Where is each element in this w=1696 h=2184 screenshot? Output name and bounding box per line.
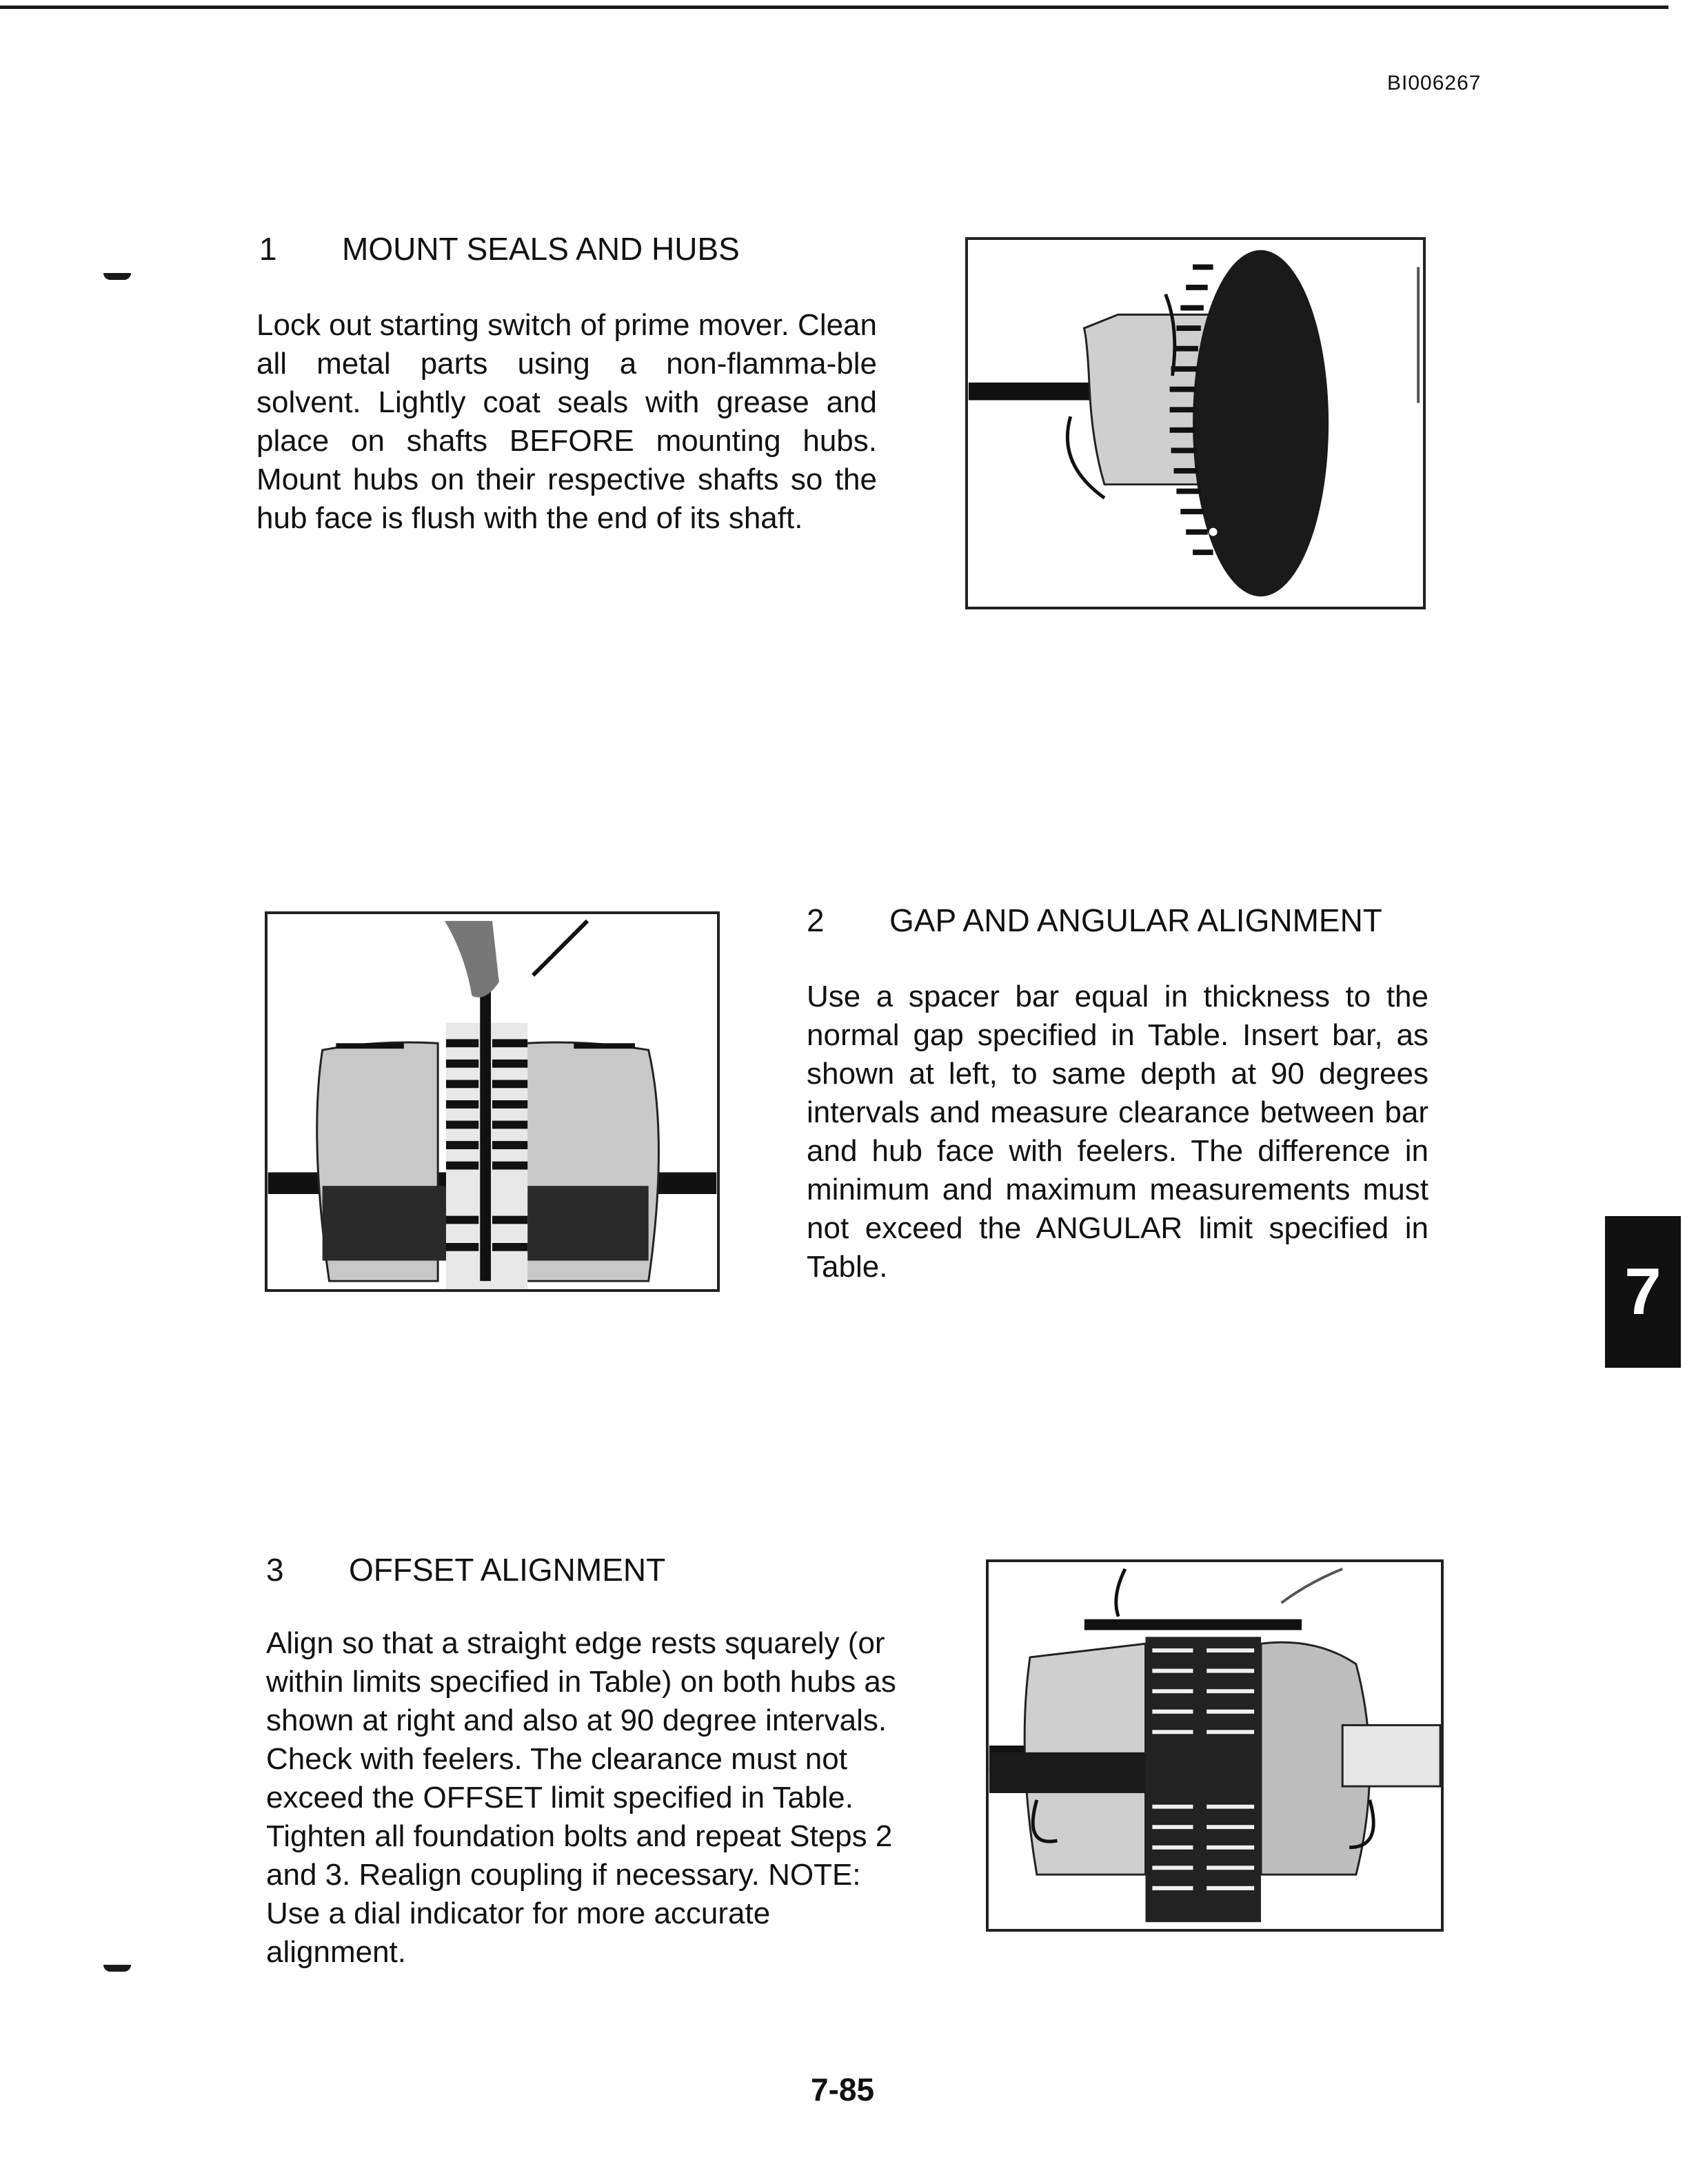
figure-offset-alignment xyxy=(986,1559,1444,1932)
step-1-title: MOUNT SEALS AND HUBS xyxy=(342,231,740,267)
offset-alignment-illustration xyxy=(989,1562,1441,1929)
hub-mounting-illustration xyxy=(968,240,1423,607)
step-2-text: Use a spacer bar equal in thickness to the normal gap specified in Table. Insert bar, as shown at left, to same depth at 90 degrees intervals and measure clearance between bar and hub face with feelers. The difference in minimum and maximum measurements must not exceed the ANGULAR limit specified in Table. xyxy=(807,980,1429,1284)
step-3-text: Align so that a straight edge rests squarely (or within limits specified in Table) on both hubs as shown at right and also at 90 degree intervals. Check with feelers. The clearance must not exceed the OFFSET limit specified in Table. Tighten all foundation bolts and repeat Steps 2 and 3. Realign coupling if necessary. NOTE: Use a dial indicator for more accurate alignment. xyxy=(266,1626,896,1969)
step-2-title: GAP AND ANGULAR ALIGNMENT xyxy=(889,902,1382,938)
top-rule xyxy=(0,6,1668,9)
step-2-number: 2 xyxy=(807,902,825,938)
page-number: 7-85 xyxy=(811,2072,875,2107)
step-2-heading xyxy=(807,902,1382,939)
document-id: BI006267 xyxy=(1387,72,1482,94)
figure-hub-mounting xyxy=(965,237,1426,609)
margin-mark-bottom xyxy=(103,1965,131,1972)
step-3-heading xyxy=(266,1551,665,1588)
margin-mark-top xyxy=(103,273,131,280)
gap-angular-illustration xyxy=(267,914,717,1289)
step-1-text: Lock out starting switch of prime mover. Clean all metal parts using a non-flamma-ble solvent. Lightly coat seals with grease and place on shafts BEFORE mounting hubs. Mount hubs on their respective shafts so the hub face is flush with the end of its shaft. xyxy=(256,308,877,535)
figure-gap-angular xyxy=(265,911,720,1292)
step-1-number: 1 xyxy=(259,231,277,267)
chapter-tab: 7 xyxy=(1605,1216,1681,1368)
step-1-heading xyxy=(259,230,740,267)
step-3-number: 3 xyxy=(266,1552,284,1588)
step-3-title: OFFSET ALIGNMENT xyxy=(349,1552,666,1588)
